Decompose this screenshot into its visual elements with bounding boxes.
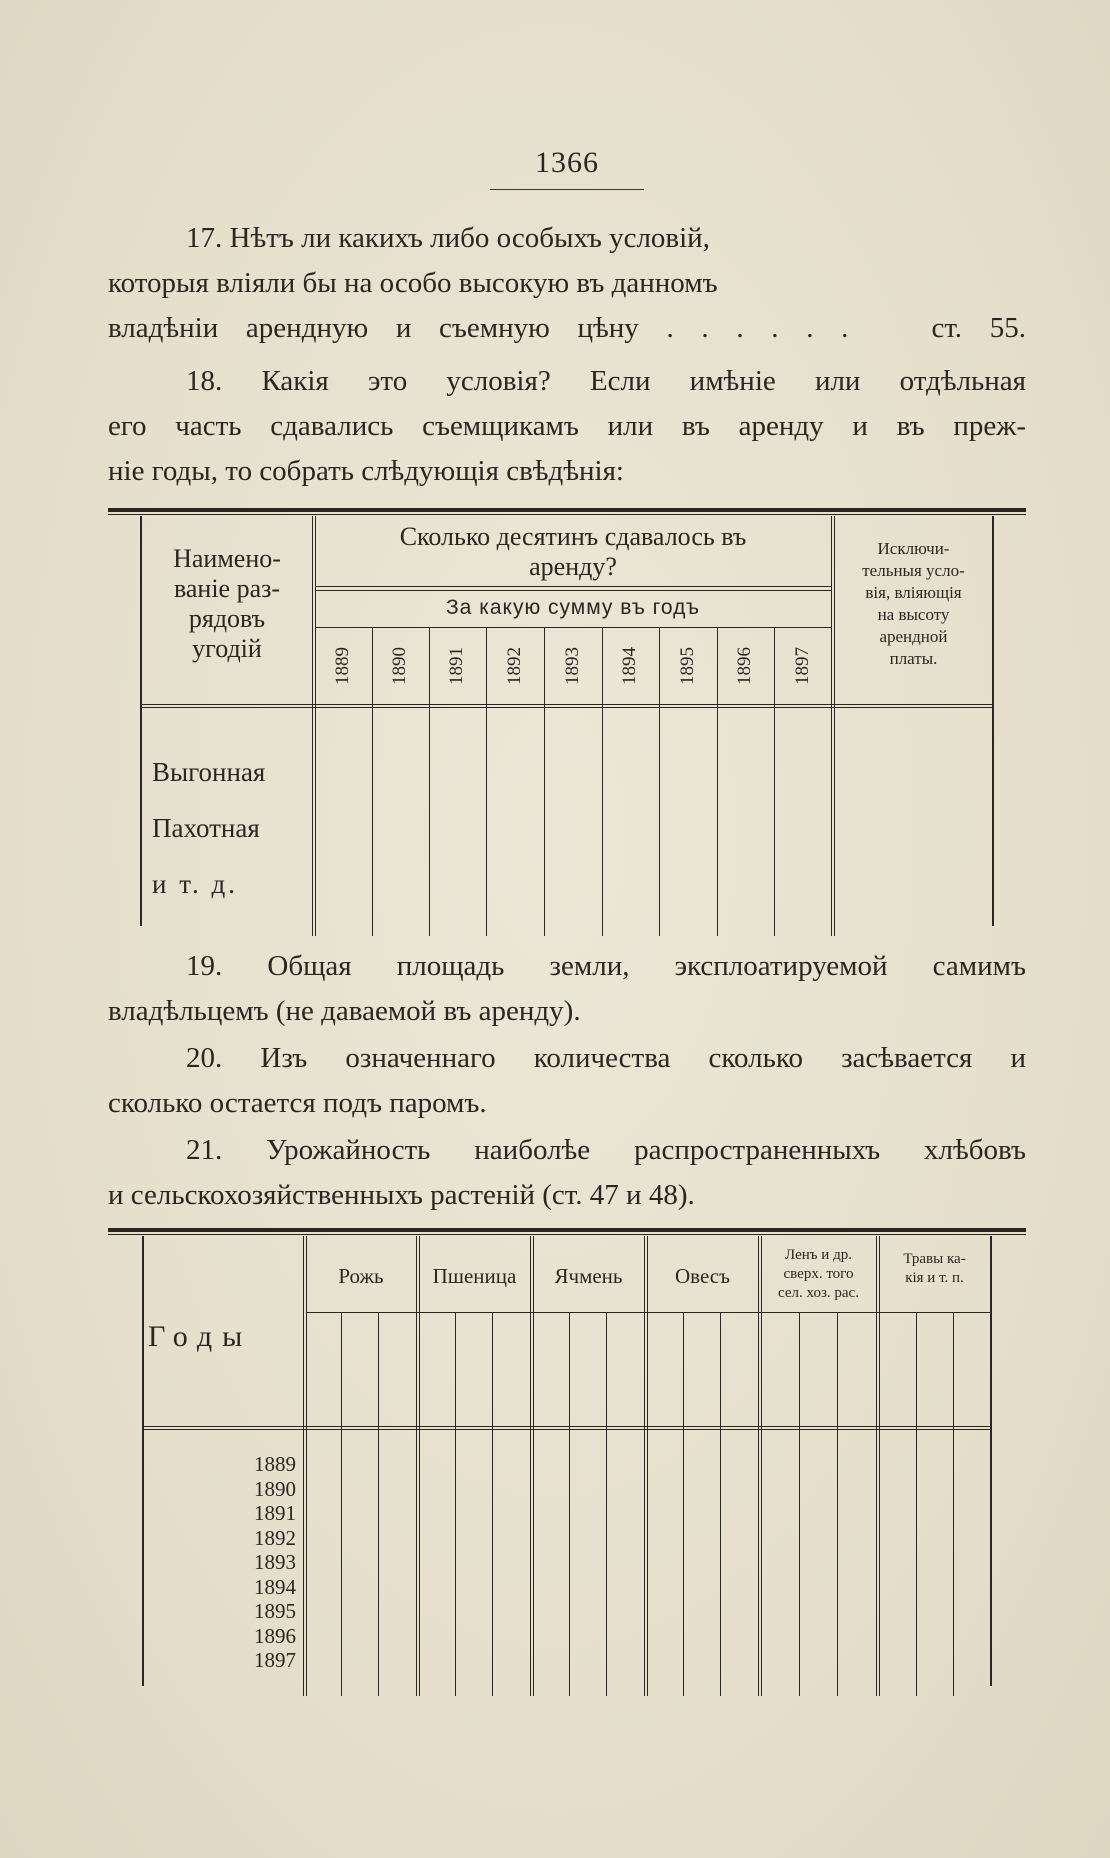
year-header: 1892 <box>504 647 525 685</box>
column-header-wheat: Пшеница <box>432 1264 517 1288</box>
rental-table <box>108 508 1026 928</box>
year-header: 1895 <box>677 647 698 685</box>
paragraph-21 <box>108 1128 1026 1218</box>
table-row: 1896 <box>254 1623 296 1648</box>
paragraph-line: 21. Урожайность наиболѣе распространенныхъ хлѣбовъ <box>186 1134 1026 1166</box>
paragraph-20 <box>108 1036 1026 1126</box>
paragraph-line: его часть сдавались съемщикамъ или въ аренду и въ преж- <box>108 410 1026 442</box>
table-row: 1893 <box>254 1550 296 1574</box>
column-header-grasses: Травы ка- кія и т. п. <box>903 1251 966 1286</box>
table-row: 1890 <box>254 1476 296 1501</box>
year-header: 1890 <box>389 647 410 685</box>
column-header-exceptional-conditions: Исключи- тельныя усло- вія, вліяющія на высоту арендной платы. <box>862 539 965 668</box>
year-header: 1893 <box>562 647 583 685</box>
table-row: и т. д. <box>152 869 238 899</box>
table-row: 1895 <box>254 1599 296 1623</box>
paragraph-18 <box>108 359 1026 494</box>
paragraph-line: 19. Общая площадь земли, эксплоатируемой самимъ <box>186 950 1026 982</box>
table-row: Выгонная <box>152 757 266 787</box>
paragraph-line: 20. Изъ означеннаго количества сколько засѣвается и <box>186 1042 1026 1074</box>
year-header: 1889 <box>332 647 353 685</box>
paragraph-line: ніе годы, то собрать слѣдующія свѣдѣнія: <box>108 455 624 487</box>
page-number-rule <box>490 189 644 190</box>
table-top-rule <box>108 508 1026 512</box>
table-row: 1892 <box>254 1525 296 1550</box>
paragraph-line: которыя вліяли бы на особо высокую въ данномъ <box>108 267 718 299</box>
year-rows <box>218 1452 296 1673</box>
table-row: 1897 <box>254 1648 296 1672</box>
column-header-barley: Ячмень <box>554 1264 623 1288</box>
page-number: 1366 <box>535 146 599 179</box>
column-header-land-category: Наимено- ваніе раз- рядовъ угодій <box>173 544 281 663</box>
column-header-years: Годы <box>148 1320 253 1353</box>
harvest-table <box>108 1228 1026 1688</box>
paragraph-19 <box>108 944 1026 1034</box>
paragraph-line: владѣніи арендную и съемную цѣну . . . . . . ст. 55. <box>108 312 1026 344</box>
year-header: 1891 <box>446 647 467 685</box>
table-row: Пахотная <box>152 813 260 843</box>
paragraph-line: владѣльцемъ (не даваемой въ аренду). <box>108 995 581 1027</box>
paragraph-line: сколько остается подъ паромъ. <box>108 1087 487 1119</box>
row-labels <box>152 744 312 912</box>
paragraph-17 <box>108 216 1026 351</box>
table-row: 1891 <box>254 1501 296 1525</box>
column-header-rented-area: Сколько десятинъ сдавалось въ аренду? <box>399 522 747 581</box>
table-top-rule <box>108 1228 1026 1232</box>
column-header-flax: Ленъ и др. сверх. того сел. хоз. рас. <box>778 1247 859 1301</box>
year-header: 1896 <box>734 647 755 685</box>
table-row: 1894 <box>254 1574 296 1599</box>
column-header-annual-sum: За какую сумму въ годъ <box>446 596 700 619</box>
column-header-oats: Овесъ <box>675 1264 730 1288</box>
table-row: 1889 <box>254 1452 296 1476</box>
year-header: 1894 <box>619 647 640 685</box>
paragraph-line: 17. Нѣтъ ли какихъ либо особыхъ условій, <box>186 222 710 254</box>
column-header-rye: Рожь <box>338 1264 384 1288</box>
year-header: 1897 <box>792 647 813 685</box>
paragraph-line: и сельскохозяйственныхъ растеній (ст. 47 и 48). <box>108 1179 695 1211</box>
paragraph-line: 18. Какія это условія? Если имѣніе или отдѣльная <box>186 365 1026 397</box>
